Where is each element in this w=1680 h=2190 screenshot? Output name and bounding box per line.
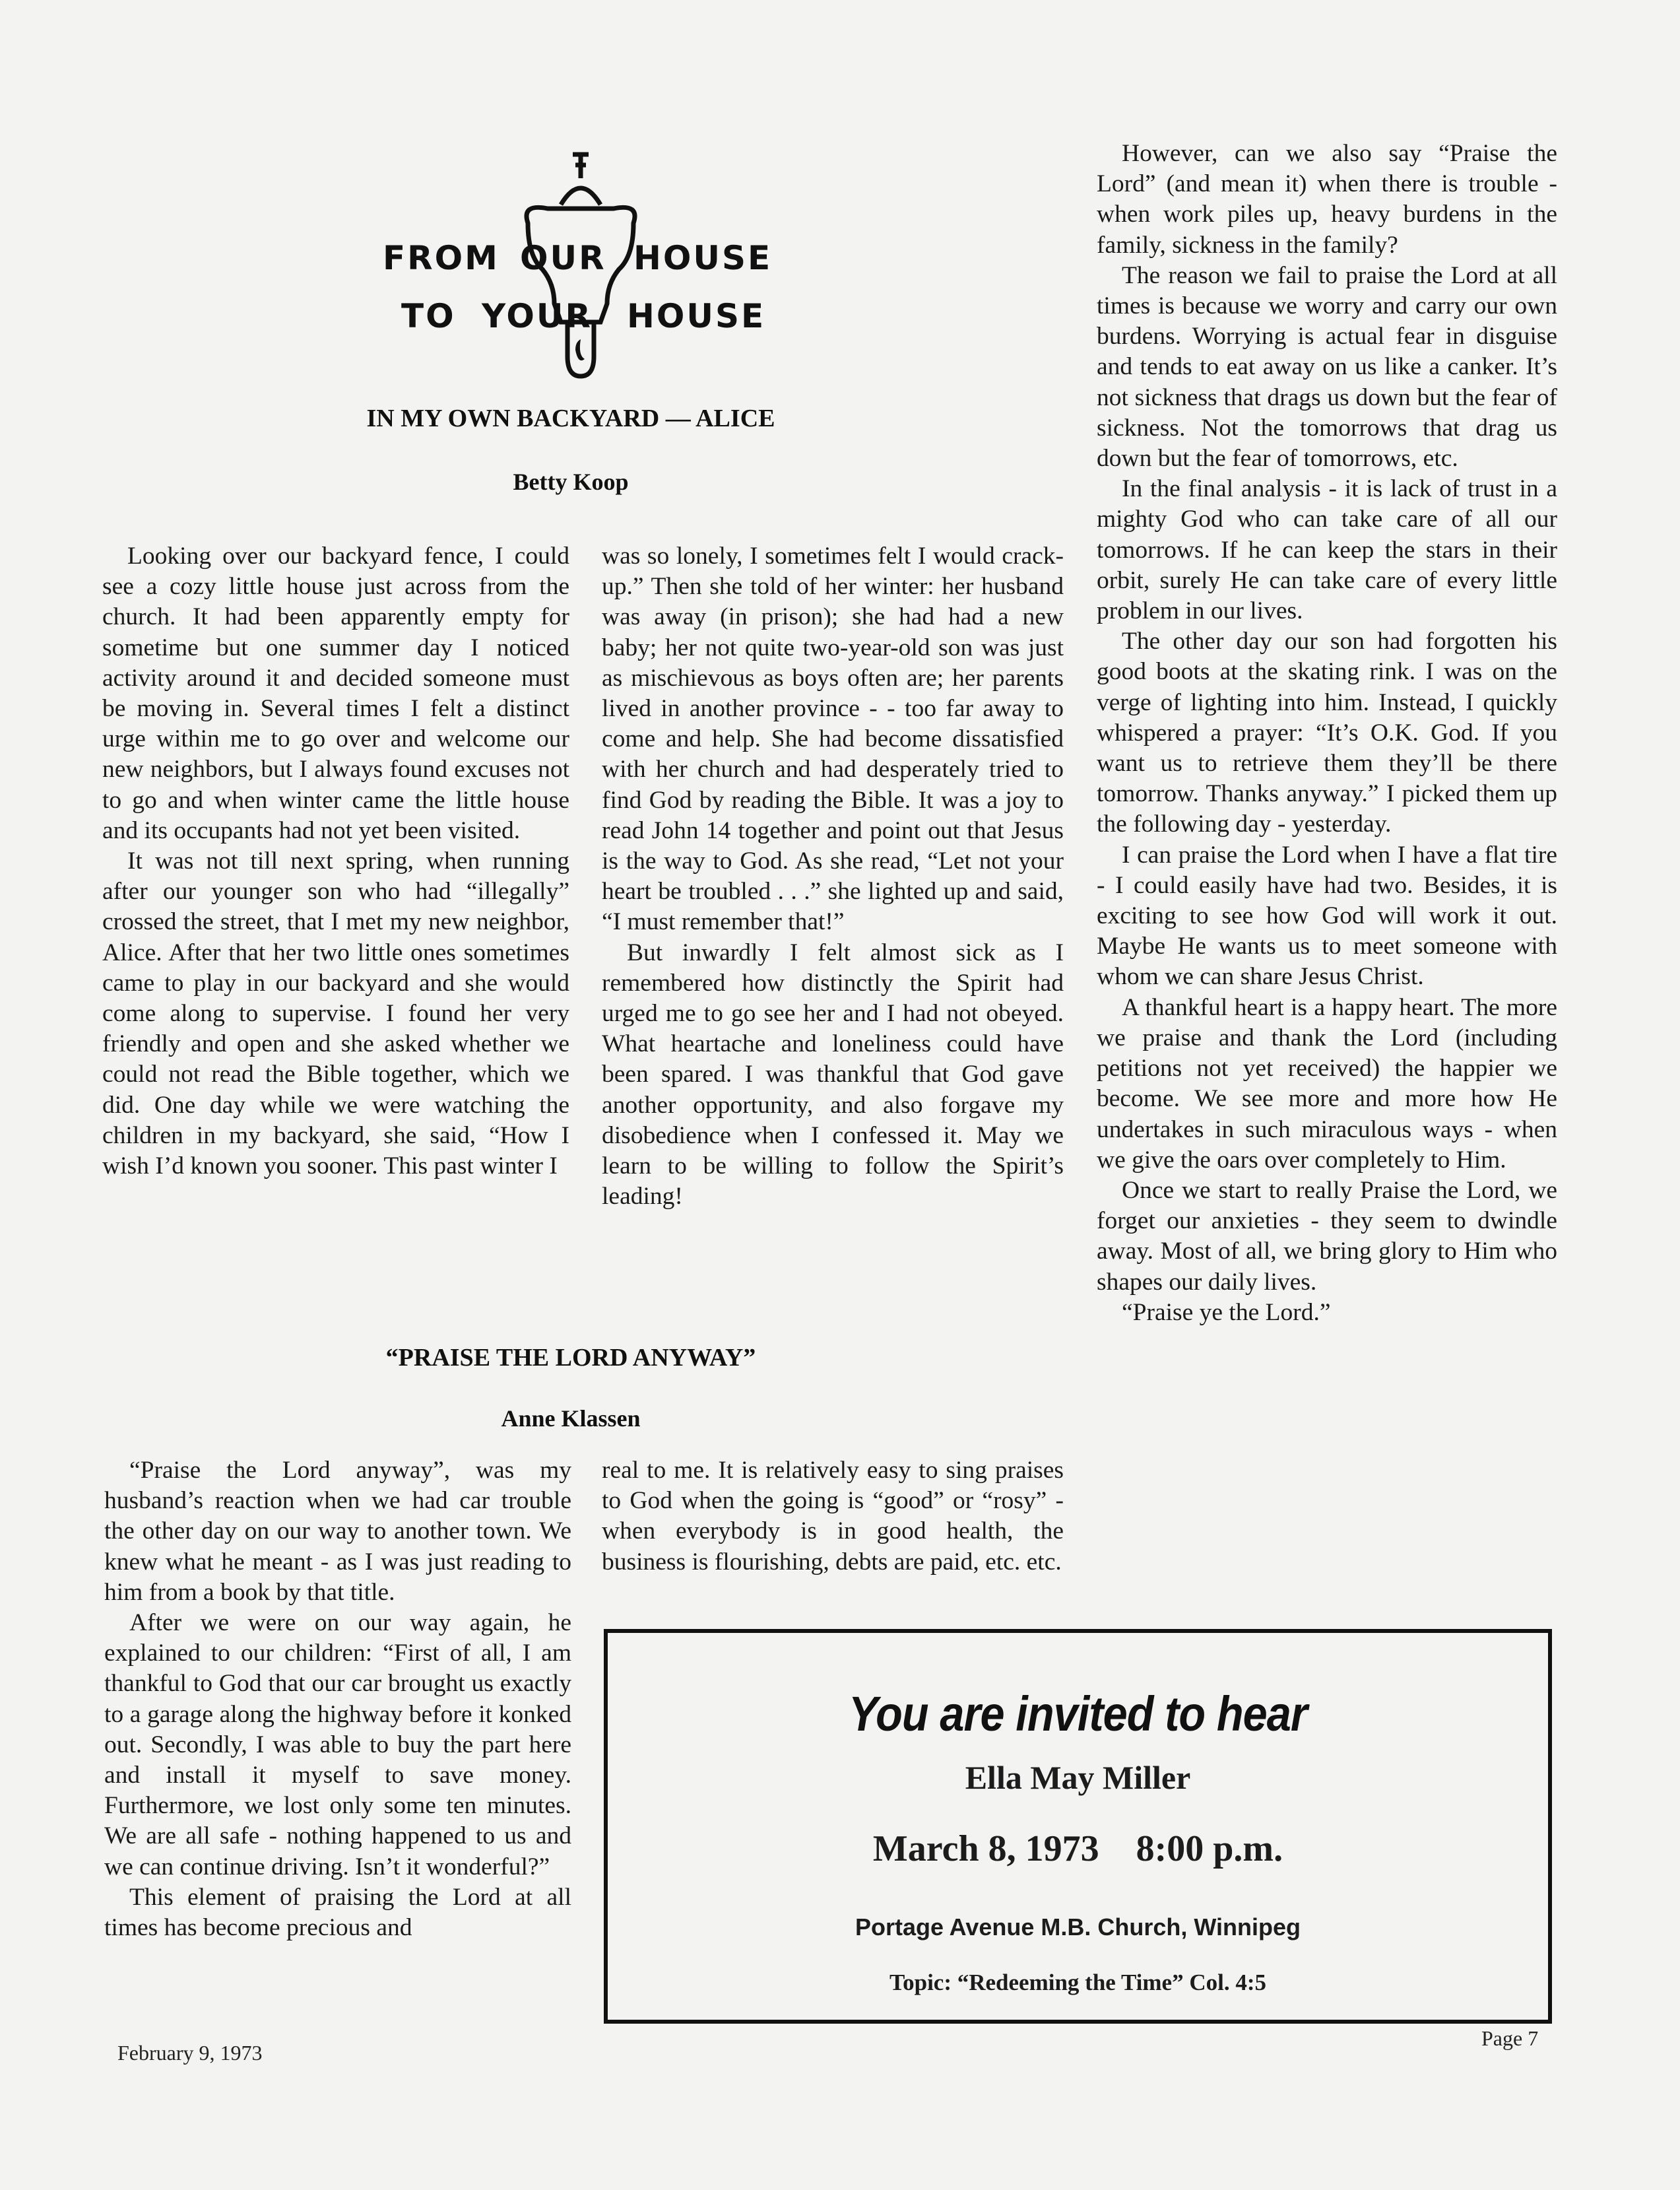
- logo-our: OUR: [520, 239, 606, 277]
- article1-paragraph: was so lonely, I sometimes felt I would crack-up.” Then she told of her winter: her husband was away (in prison); she had had a new baby; her not quite two-year-old son was just as mischievous as boys often are; her parents lived in another province - - too far away to come and help. She had become dissatisfied with her church and had desperately tried to find God by reading the Bible. It was a joy to read John 14 together and point out that Jesus is the way to God. As she read, “Let not your heart be troubled . . .” she lighted up and said, “I must remember that!”: [602, 543, 1064, 936]
- article2-author: Anne Klassen: [501, 1405, 641, 1432]
- article2-paragraph: “Praise ye the Lord.”: [1122, 1298, 1331, 1326]
- footer-date: February 9, 1973: [117, 2041, 263, 2065]
- article2-column-3: [1097, 139, 1557, 1328]
- article2-column-2: [602, 1455, 1064, 1577]
- article2-paragraph: After we were on our way again, he explained to our children: “First of all, I am thankful to God that our car brought us exactly to a garage along the highway before it konked out. Secondly, I was able to buy the part here and install it myself to save money. Furthermore, we lost only some ten minutes. We are all safe - nothing happened to us and we can continue driving. Isn’t it wonderful?”: [104, 1609, 571, 1880]
- article2-paragraph: real to me. It is relatively easy to sing praises to God when the going is “good” or “rosy” - when everybody is in good health, the business is flourishing, debts are paid, etc. etc.: [602, 1457, 1064, 1576]
- column-logo: [383, 145, 792, 389]
- article2-paragraph: The reason we fail to praise the Lord at all times is because we worry and carry our own burdens. Worrying is actual fear in disguise and tends to eat away on us like a canker. It’s not sickness that drags us down but the fear of sickness. Not the tomorrows that drag us down but the fear of tomorrows, etc.: [1097, 261, 1557, 473]
- logo-from: FROM: [383, 239, 500, 277]
- announcement-datetime: [608, 1828, 1548, 1870]
- announcement-topic: Topic: “Redeeming the Time” Col. 4:5: [889, 1970, 1266, 1995]
- announcement-box: [604, 1629, 1552, 2024]
- announcement-time: 8:00 p.m.: [1136, 1828, 1283, 1869]
- article2-paragraph: Once we start to really Praise the Lord, we forget our anxieties - they seem to dwindle away. Most of all, we bring glory to Him who shapes our daily lives.: [1097, 1176, 1557, 1296]
- logo-to: TO: [401, 297, 456, 335]
- article1-column-2: [602, 541, 1064, 1212]
- article1-author: Betty Koop: [513, 469, 629, 495]
- article2-paragraph: A thankful heart is a happy heart. The more we praise and thank the Lord (including petitions not yet received) the happier we become. We see more and more how He undertakes in such miraculous ways - when we give the oars over completely to Him.: [1097, 993, 1557, 1174]
- article2-paragraph: In the final analysis - it is lack of trust in a mighty God who can take care of all our tomorrows. If he can keep the stars in their orbit, surely He can take care of every little problem in our lives.: [1097, 475, 1557, 625]
- article2-paragraph: However, can we also say “Praise the Lord” (and mean it) when there is trouble - when work piles up, heavy burdens in the family, sickness in the family?: [1097, 140, 1557, 259]
- announcement-speaker: Ella May Miller: [965, 1759, 1191, 1796]
- article1-title: IN MY OWN BACKYARD — ALICE: [366, 405, 775, 432]
- article2-paragraph: I can praise the Lord when I have a flat tire - I could easily have had two. Besides, it is exciting to see how God will work it out. Maybe He wants us to meet someone with whom we can share Jesus Christ.: [1097, 841, 1557, 991]
- article2-paragraph: The other day our son had forgotten his good boots at the skating rink. I was on the verge of lighting into him. Instead, I quickly whispered a prayer: “It’s O.K. God. If you want us to retrieve them they’ll be there tomorrow. Thanks anyway.” I picked them up the following day - yesterday.: [1097, 628, 1557, 838]
- announcement-date: March 8, 1973: [872, 1828, 1099, 1869]
- announcement-headline: You are invited to hear: [849, 1686, 1307, 1741]
- article1-paragraph: But inwardly I felt almost sick as I remembered how distinctly the Spirit had urged me to go see her and I had not obeyed. What heartache and loneliness could have been spared. I was thankful that God gave another opportunity, and also forgave my disobedience when I confessed it. May we learn to be willing to follow the Spirit’s leading!: [602, 939, 1064, 1211]
- article2-paragraph: This element of praising the Lord at all times has become precious and: [104, 1883, 571, 1942]
- article1-paragraph: It was not till next spring, when running after our younger son who had “illegally” crossed the street, that I met my new neighbor, Alice. After that her two little ones sometimes came to play in our backyard and she would come along to supervise. I found her very friendly and open and she asked whether we could not read the Bible together, which we did. One day while we were watching the children in my backyard, she said, “How I wish I’d known you sooner. This past winter I: [102, 847, 569, 1180]
- article1-paragraph: Looking over our backyard fence, I could see a cozy little house just across from the church. It had been apparently empty for sometime but one summer day I noticed activity around it and decided someone must be moving in. Several times I felt a distinct urge within me to go over and welcome our new neighbors, but I always found excuses not to go and when winter came the little house and its occupants had not yet been visited.: [102, 543, 569, 844]
- announcement-place: Portage Avenue M.B. Church, Winnipeg: [855, 1913, 1301, 1941]
- logo-your: YOUR: [482, 297, 593, 335]
- logo-house-2: HOUSE: [627, 297, 766, 335]
- article2-title: “PRAISE THE LORD ANYWAY”: [385, 1344, 756, 1372]
- logo-house-1: HOUSE: [633, 239, 773, 277]
- article1-column-1: [102, 541, 569, 1181]
- article2-column-1: [104, 1455, 571, 1943]
- page-number: Page 7: [1481, 2026, 1539, 2050]
- article2-paragraph: “Praise the Lord anyway”, was my husband’s reaction when we had car trouble the other day on our way to another town. We knew what he meant - as I was just reading to him from a book by that title.: [104, 1457, 571, 1606]
